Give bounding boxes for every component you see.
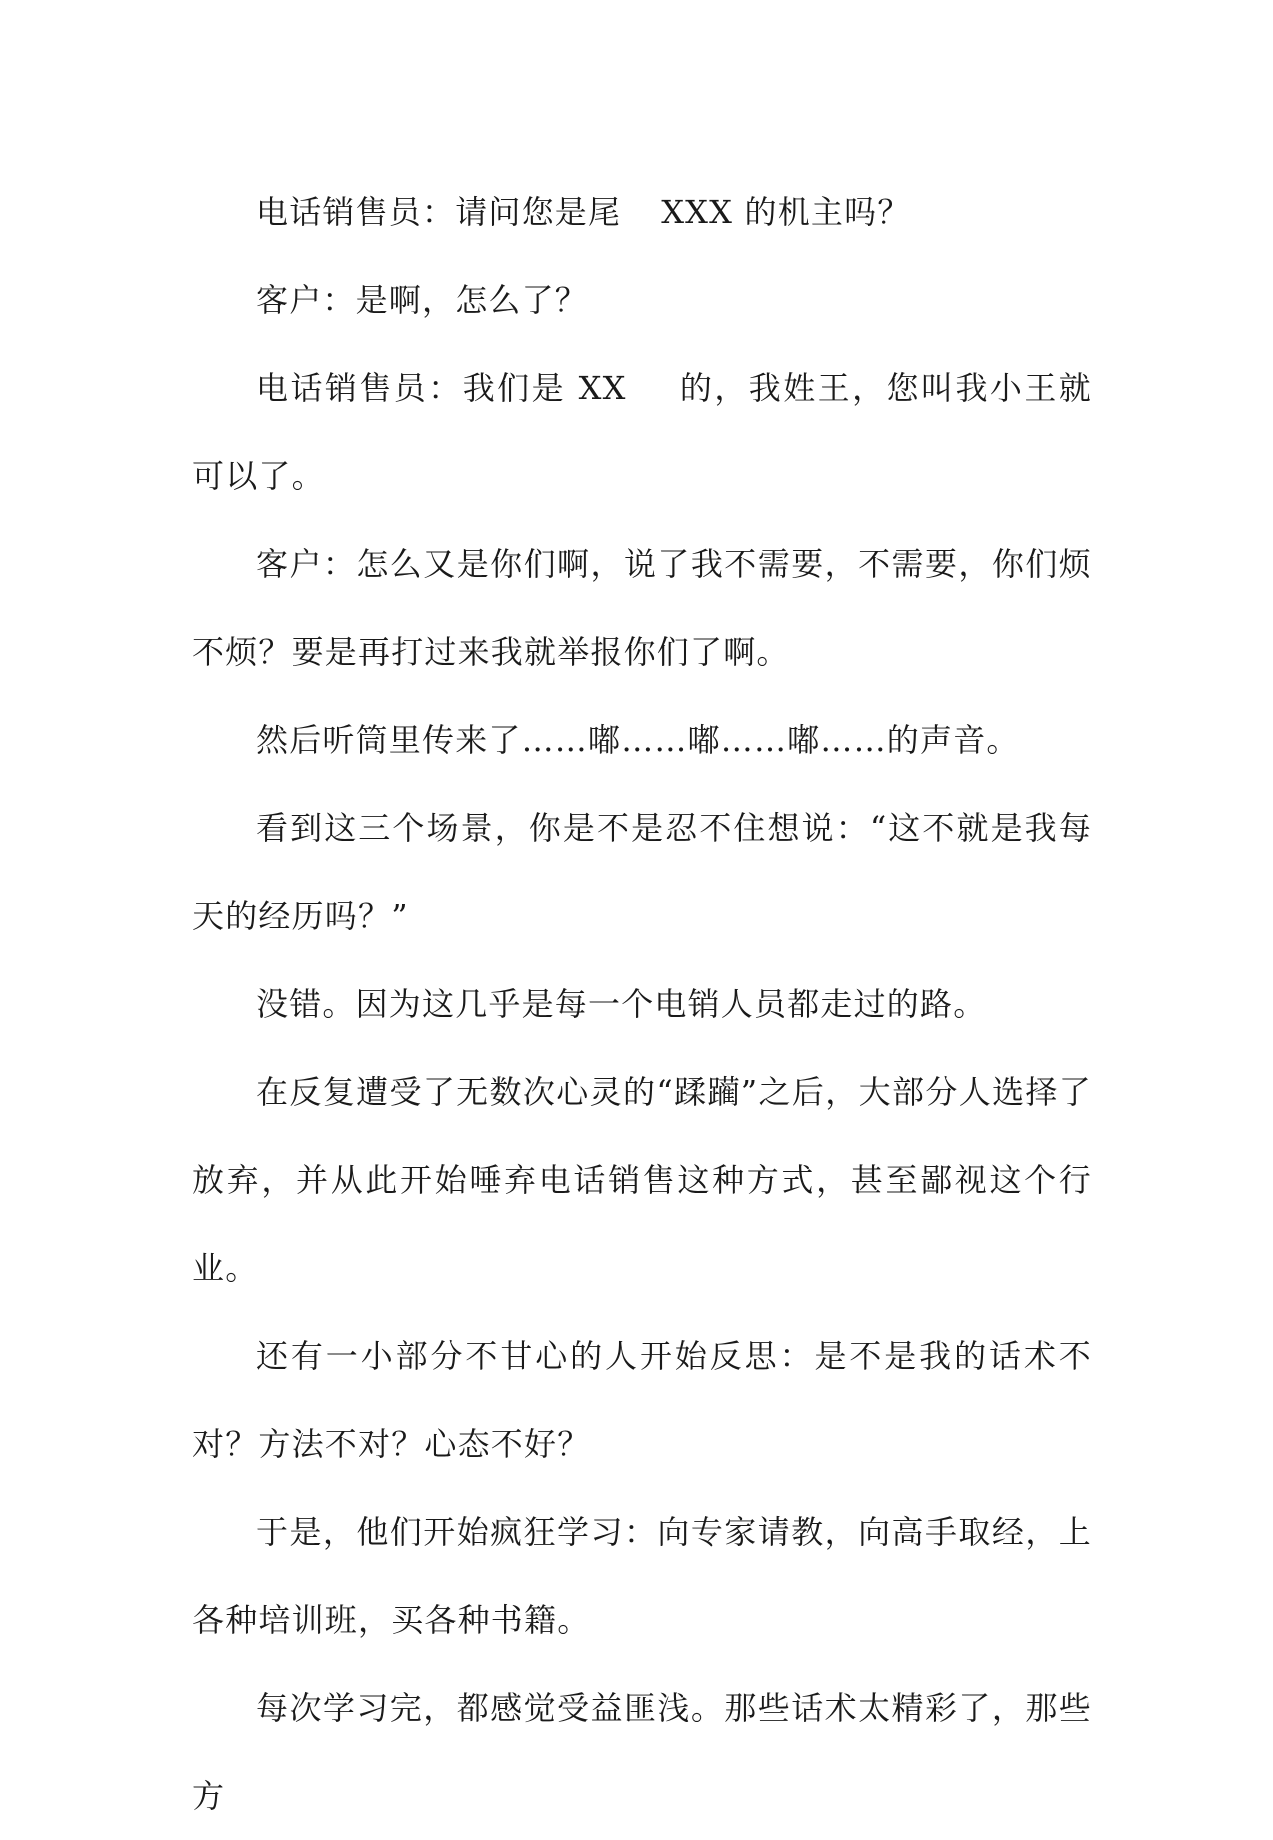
paragraph-1-text-after: XXX 的机主吗？ <box>661 193 911 231</box>
paragraph-7: 没错。因为这几乎是每一个电销人员都走过的路。 <box>256 985 987 1023</box>
paragraph-9: 还有一小部分不甘心的人开始反思：是不是我的话术不对？方法不对？心态不好？ <box>192 1337 1092 1463</box>
paragraph-4: 客户：怎么又是你们啊，说了我不需要，不需要，你们烦不烦？要是再打过来我就举报你们了啊。 <box>192 545 1092 671</box>
paragraph-1-text-before: 电话销售员：请问您是尾 <box>256 193 622 231</box>
paragraph-2: 客户：是啊，怎么了？ <box>256 281 589 319</box>
paragraph-6: 看到这三个场景，你是不是忍不住想说：“这不就是我每天的经历吗？” <box>192 809 1092 935</box>
paragraph-5: 然后听筒里传来了……嘟……嘟……嘟……的声音。 <box>256 721 1020 759</box>
paragraph-11: 每次学习完，都感觉受益匪浅。那些话术太精彩了，那些方 <box>192 1689 1092 1815</box>
paragraph-3 <box>192 344 1092 520</box>
redacted-area <box>621 200 661 230</box>
paragraph-8: 在反复遭受了无数次心灵的“蹂躏”之后，大部分人选择了放弃，并从此开始唾弃电话销售这种方式，甚至鄙视这个行业。 <box>192 1073 1092 1287</box>
paragraph-3-text-after: 的，我姓王，您叫我小王就可以了。 <box>192 369 1093 495</box>
redacted-area <box>627 376 679 406</box>
paragraph-3-text-before: 电话销售员：我们是 XX <box>256 369 627 407</box>
paragraph-1 <box>192 168 1092 256</box>
document-body <box>192 168 1092 1840</box>
paragraph-10: 于是，他们开始疯狂学习：向专家请教，向高手取经，上各种培训班，买各种书籍。 <box>192 1513 1092 1639</box>
